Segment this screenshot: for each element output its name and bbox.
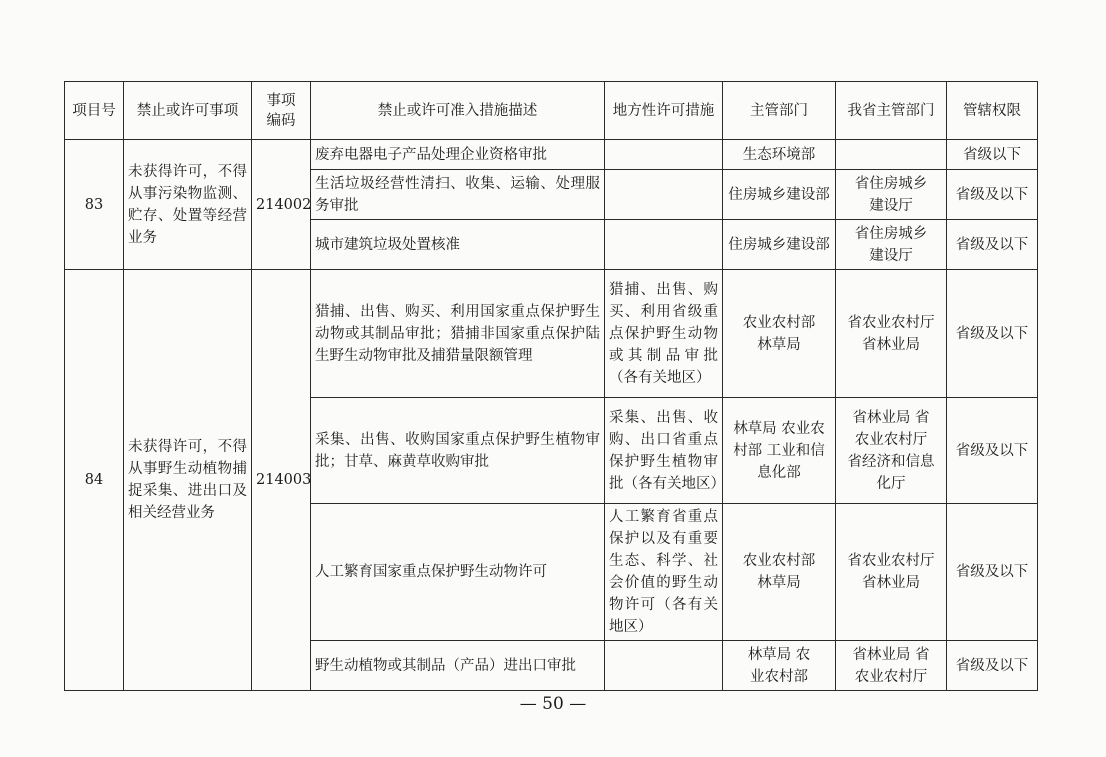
dept-cell (723, 398, 836, 504)
jurisdiction-cell: 省级及以下 (947, 270, 1038, 398)
description-cell: 猎捕、出售、购买、利用国家重点保护野生动物或其制品审批；猎捕非国家重点保护陆生野生动物审批及捕猎量限额管理 (311, 270, 605, 398)
jurisdiction-cell: 省级及以下 (947, 504, 1038, 641)
regulation-table (64, 81, 1038, 691)
matter-cell: 未获得许可，不得从事野生动植物捕捉采集、进出口及相关经营业务 (124, 270, 252, 691)
dept-cell: 住房城乡建设部 (723, 220, 836, 270)
local-measure-cell (605, 641, 723, 691)
dept-text: 林草局 农业农村部 (747, 646, 811, 685)
local-measure-cell (605, 170, 723, 220)
dept-text: 农业农村部 林草局 (742, 314, 816, 353)
prov-dept-cell (836, 398, 947, 504)
header-jurisdiction: 管辖权限 (947, 82, 1038, 140)
dept-cell (723, 641, 836, 691)
dept-cell (723, 504, 836, 641)
prov-dept-cell (836, 140, 947, 170)
prov-dept-cell (836, 220, 947, 270)
prov-dept-cell (836, 170, 947, 220)
local-measure-cell: 人工繁育省重点保护以及有重要生态、科学、社会价值的野生动物许可（各有关地区） (605, 504, 723, 641)
jurisdiction-cell: 省级及以下 (947, 398, 1038, 504)
header-item-no: 项目号 (65, 82, 124, 140)
dept-text: 农业农村部 林草局 (742, 553, 816, 591)
header-matter: 禁止或许可事项 (124, 82, 252, 140)
header-prov-dept: 我省主管部门 (836, 82, 947, 140)
jurisdiction-cell: 省级及以下 (947, 641, 1038, 691)
local-measure-cell: 猎捕、出售、购买、利用省级重点保护野生动物或其制品审批（各有关地区） (605, 270, 723, 398)
description-cell: 野生动植物或其制品（产品）进出口审批 (311, 641, 605, 691)
code-cell: 214003 (252, 270, 311, 691)
local-measure-cell (605, 140, 723, 170)
header-code-text: 事项编码 (266, 92, 296, 129)
prov-dept-text: 省农业农村厅 省林业局 (847, 314, 935, 353)
prov-dept-text: 省住房城乡建设厅 (854, 175, 928, 214)
table-header-row (65, 82, 1038, 140)
header-local-measure: 地方性许可措施 (605, 82, 723, 140)
dept-cell: 住房城乡建设部 (723, 170, 836, 220)
description-cell: 废弃电器电子产品处理企业资格审批 (311, 140, 605, 170)
item-no-cell: 84 (65, 270, 124, 691)
dept-cell (723, 270, 836, 398)
header-code (252, 82, 311, 140)
prov-dept-cell (836, 270, 947, 398)
table-row (65, 140, 1038, 170)
prov-dept-text: 省林业局 省农业农村厅 (852, 646, 930, 685)
jurisdiction-cell: 省级及以下 (947, 220, 1038, 270)
description-cell: 生活垃圾经营性清扫、收集、运输、处理服务审批 (311, 170, 605, 220)
prov-dept-cell (836, 641, 947, 691)
description-cell: 人工繁育国家重点保护野生动物许可 (311, 504, 605, 641)
local-measure-cell: 采集、出售、收购、出口省重点保护野生植物审批（各有关地区） (605, 398, 723, 504)
dept-cell: 生态环境部 (723, 140, 836, 170)
page-number: — 50 — (519, 694, 587, 714)
table-row (65, 270, 1038, 398)
prov-dept-text: 省农业农村厅 省林业局 (847, 553, 935, 591)
prov-dept-cell (836, 504, 947, 641)
prov-dept-text: 省住房城乡建设厅 (854, 225, 928, 264)
item-no-cell: 83 (65, 140, 124, 270)
jurisdiction-cell: 省级以下 (947, 140, 1038, 170)
description-cell: 城市建筑垃圾处置核准 (311, 220, 605, 270)
prov-dept-text: 省林业局 省农业农村厅 省经济和信息化厅 (847, 409, 935, 492)
header-dept: 主管部门 (723, 82, 836, 140)
header-description: 禁止或许可准入措施描述 (311, 82, 605, 140)
matter-cell: 未获得许可，不得从事污染物监测、贮存、处置等经营业务 (124, 140, 252, 270)
dept-text: 林草局 农业农村部 工业和信息化部 (733, 420, 825, 481)
local-measure-cell (605, 220, 723, 270)
code-cell: 214002 (252, 140, 311, 270)
description-cell: 采集、出售、收购国家重点保护野生植物审批；甘草、麻黄草收购审批 (311, 398, 605, 504)
jurisdiction-cell: 省级及以下 (947, 170, 1038, 220)
